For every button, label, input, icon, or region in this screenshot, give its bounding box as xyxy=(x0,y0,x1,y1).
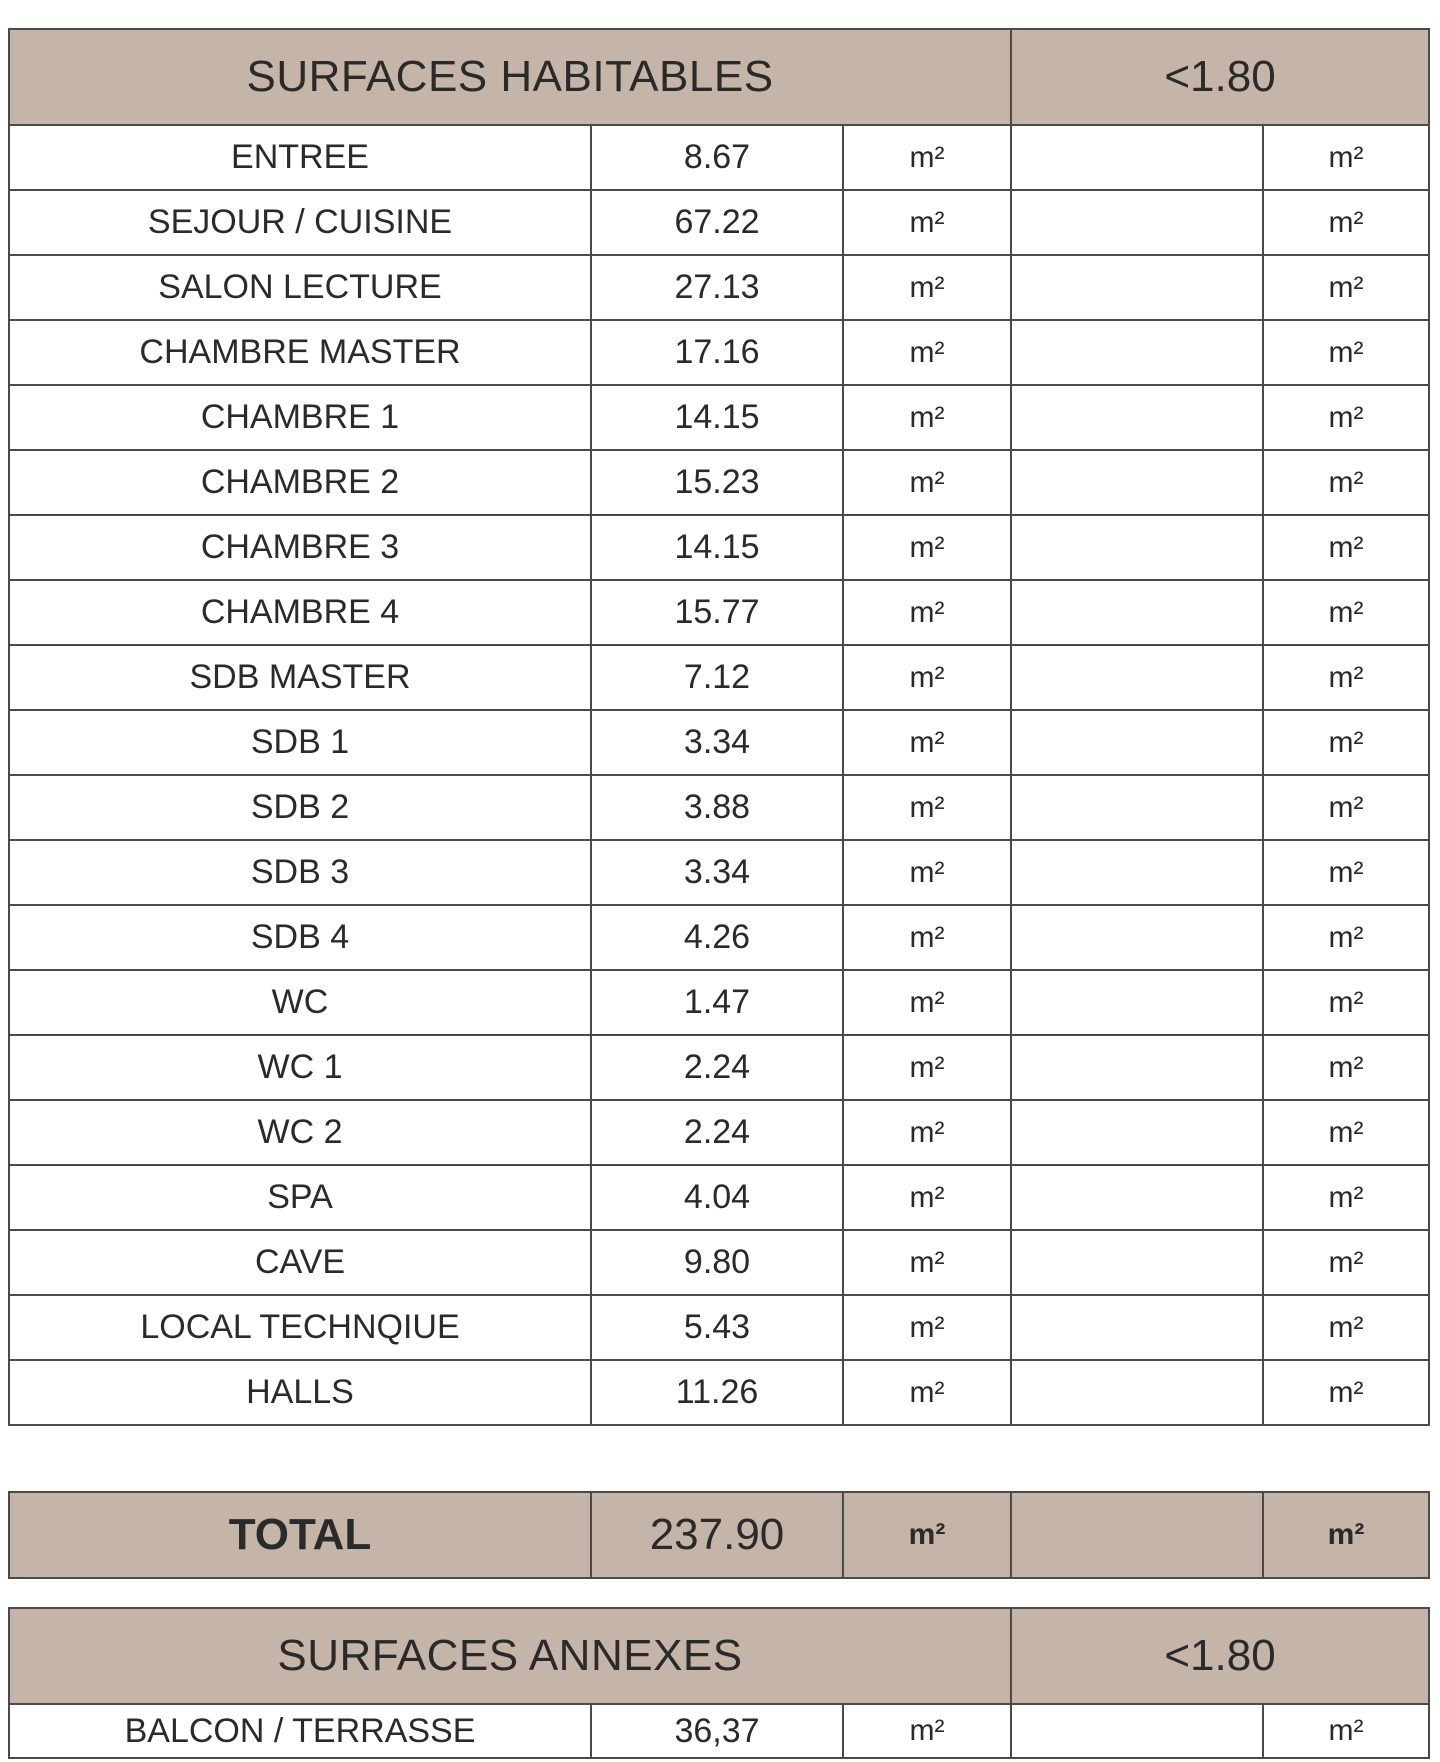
habitable-limit-label: <1.80 xyxy=(1011,29,1429,125)
room-low-unit: m² xyxy=(1263,710,1429,775)
room-unit: m² xyxy=(843,450,1011,515)
room-unit: m² xyxy=(843,775,1011,840)
habitable-rows xyxy=(9,125,1429,1425)
table-row xyxy=(9,775,1429,840)
room-low-unit: m² xyxy=(1263,1035,1429,1100)
room-low-area xyxy=(1011,1230,1263,1295)
room-name: SDB 1 xyxy=(9,710,591,775)
room-low-area xyxy=(1011,190,1263,255)
room-low-unit: m² xyxy=(1263,1295,1429,1360)
annexes-table xyxy=(8,1607,1430,1759)
room-name: SPA xyxy=(9,1165,591,1230)
room-low-area xyxy=(1011,1035,1263,1100)
table-row xyxy=(9,970,1429,1035)
room-name: CHAMBRE 2 xyxy=(9,450,591,515)
room-area: 8.67 xyxy=(591,125,843,190)
room-low-unit: m² xyxy=(1263,970,1429,1035)
room-unit: m² xyxy=(843,1704,1011,1758)
room-name: SEJOUR / CUISINE xyxy=(9,190,591,255)
room-low-unit: m² xyxy=(1263,515,1429,580)
room-unit: m² xyxy=(843,190,1011,255)
room-low-unit: m² xyxy=(1263,1360,1429,1425)
room-area: 17.16 xyxy=(591,320,843,385)
room-area: 11.26 xyxy=(591,1360,843,1425)
table-row xyxy=(9,385,1429,450)
annexes-header-row xyxy=(9,1608,1429,1704)
room-low-unit: m² xyxy=(1263,1230,1429,1295)
room-name: SDB 3 xyxy=(9,840,591,905)
room-low-area xyxy=(1011,1165,1263,1230)
room-low-unit: m² xyxy=(1263,320,1429,385)
room-name: CHAMBRE MASTER xyxy=(9,320,591,385)
total-area: 237.90 xyxy=(591,1492,843,1578)
room-unit: m² xyxy=(843,840,1011,905)
room-low-area xyxy=(1011,645,1263,710)
room-low-area xyxy=(1011,775,1263,840)
room-name: HALLS xyxy=(9,1360,591,1425)
room-low-unit: m² xyxy=(1263,1165,1429,1230)
total-low-unit: m² xyxy=(1263,1492,1429,1578)
room-area: 4.26 xyxy=(591,905,843,970)
table-row xyxy=(9,840,1429,905)
room-area: 36,37 xyxy=(591,1704,843,1758)
table-row xyxy=(9,1035,1429,1100)
room-low-area xyxy=(1011,840,1263,905)
room-area: 15.23 xyxy=(591,450,843,515)
room-low-area xyxy=(1011,320,1263,385)
total-row xyxy=(9,1492,1429,1578)
annexes-title: SURFACES ANNEXES xyxy=(9,1608,1011,1704)
room-area: 2.24 xyxy=(591,1035,843,1100)
room-low-unit: m² xyxy=(1263,450,1429,515)
room-area: 1.47 xyxy=(591,970,843,1035)
room-name: LOCAL TECHNQIUE xyxy=(9,1295,591,1360)
room-low-unit: m² xyxy=(1263,385,1429,450)
room-unit: m² xyxy=(843,255,1011,320)
table-row xyxy=(9,905,1429,970)
room-area: 3.34 xyxy=(591,710,843,775)
room-area: 15.77 xyxy=(591,580,843,645)
table-row xyxy=(9,1704,1429,1758)
room-low-unit: m² xyxy=(1263,905,1429,970)
table-row xyxy=(9,645,1429,710)
room-low-area xyxy=(1011,1360,1263,1425)
room-name: SDB 4 xyxy=(9,905,591,970)
room-name: SDB 2 xyxy=(9,775,591,840)
room-low-area xyxy=(1011,385,1263,450)
total-table xyxy=(8,1491,1430,1579)
room-low-unit: m² xyxy=(1263,645,1429,710)
room-area: 2.24 xyxy=(591,1100,843,1165)
room-low-unit: m² xyxy=(1263,190,1429,255)
room-unit: m² xyxy=(843,1295,1011,1360)
room-name: CHAMBRE 3 xyxy=(9,515,591,580)
room-unit: m² xyxy=(843,515,1011,580)
room-low-area xyxy=(1011,255,1263,320)
room-low-unit: m² xyxy=(1263,580,1429,645)
table-row xyxy=(9,515,1429,580)
table-row xyxy=(9,580,1429,645)
room-area: 5.43 xyxy=(591,1295,843,1360)
room-area: 7.12 xyxy=(591,645,843,710)
room-area: 14.15 xyxy=(591,385,843,450)
room-unit: m² xyxy=(843,125,1011,190)
room-name: BALCON / TERRASSE xyxy=(9,1704,591,1758)
room-name: WC 2 xyxy=(9,1100,591,1165)
table-row xyxy=(9,320,1429,385)
room-low-unit: m² xyxy=(1263,1704,1429,1758)
table-row xyxy=(9,1360,1429,1425)
table-row xyxy=(9,1230,1429,1295)
room-unit: m² xyxy=(843,1360,1011,1425)
habitable-header-row xyxy=(9,29,1429,125)
room-unit: m² xyxy=(843,320,1011,385)
room-name: SALON LECTURE xyxy=(9,255,591,320)
table-row xyxy=(9,255,1429,320)
room-low-unit: m² xyxy=(1263,1100,1429,1165)
table-row xyxy=(9,190,1429,255)
room-low-area xyxy=(1011,1295,1263,1360)
room-low-area xyxy=(1011,450,1263,515)
room-unit: m² xyxy=(843,385,1011,450)
room-name: WC 1 xyxy=(9,1035,591,1100)
room-area: 27.13 xyxy=(591,255,843,320)
room-name: CAVE xyxy=(9,1230,591,1295)
table-row xyxy=(9,1295,1429,1360)
room-name: ENTREE xyxy=(9,125,591,190)
annexes-limit-label: <1.80 xyxy=(1011,1608,1429,1704)
room-low-area xyxy=(1011,580,1263,645)
table-row xyxy=(9,125,1429,190)
table-row xyxy=(9,1165,1429,1230)
room-low-unit: m² xyxy=(1263,255,1429,320)
room-name: WC xyxy=(9,970,591,1035)
total-low-area xyxy=(1011,1492,1263,1578)
room-low-area xyxy=(1011,710,1263,775)
room-unit: m² xyxy=(843,1165,1011,1230)
room-area: 67.22 xyxy=(591,190,843,255)
room-name: CHAMBRE 4 xyxy=(9,580,591,645)
room-name: CHAMBRE 1 xyxy=(9,385,591,450)
room-unit: m² xyxy=(843,1230,1011,1295)
room-low-area xyxy=(1011,515,1263,580)
habitable-table xyxy=(8,28,1430,1426)
room-unit: m² xyxy=(843,645,1011,710)
total-unit: m² xyxy=(843,1492,1011,1578)
room-low-area xyxy=(1011,970,1263,1035)
room-unit: m² xyxy=(843,710,1011,775)
room-unit: m² xyxy=(843,580,1011,645)
room-low-area xyxy=(1011,125,1263,190)
room-area: 4.04 xyxy=(591,1165,843,1230)
room-low-area xyxy=(1011,1100,1263,1165)
room-low-unit: m² xyxy=(1263,775,1429,840)
total-label: TOTAL xyxy=(9,1492,591,1578)
room-unit: m² xyxy=(843,905,1011,970)
room-area: 3.88 xyxy=(591,775,843,840)
habitable-title: SURFACES HABITABLES xyxy=(9,29,1011,125)
room-name: SDB MASTER xyxy=(9,645,591,710)
room-low-unit: m² xyxy=(1263,840,1429,905)
room-area: 3.34 xyxy=(591,840,843,905)
room-unit: m² xyxy=(843,970,1011,1035)
room-unit: m² xyxy=(843,1100,1011,1165)
room-low-unit: m² xyxy=(1263,125,1429,190)
table-row xyxy=(9,710,1429,775)
room-low-area xyxy=(1011,1704,1263,1758)
annexes-rows xyxy=(9,1704,1429,1758)
room-unit: m² xyxy=(843,1035,1011,1100)
room-area: 14.15 xyxy=(591,515,843,580)
room-area: 9.80 xyxy=(591,1230,843,1295)
room-low-area xyxy=(1011,905,1263,970)
table-row xyxy=(9,450,1429,515)
table-row xyxy=(9,1100,1429,1165)
